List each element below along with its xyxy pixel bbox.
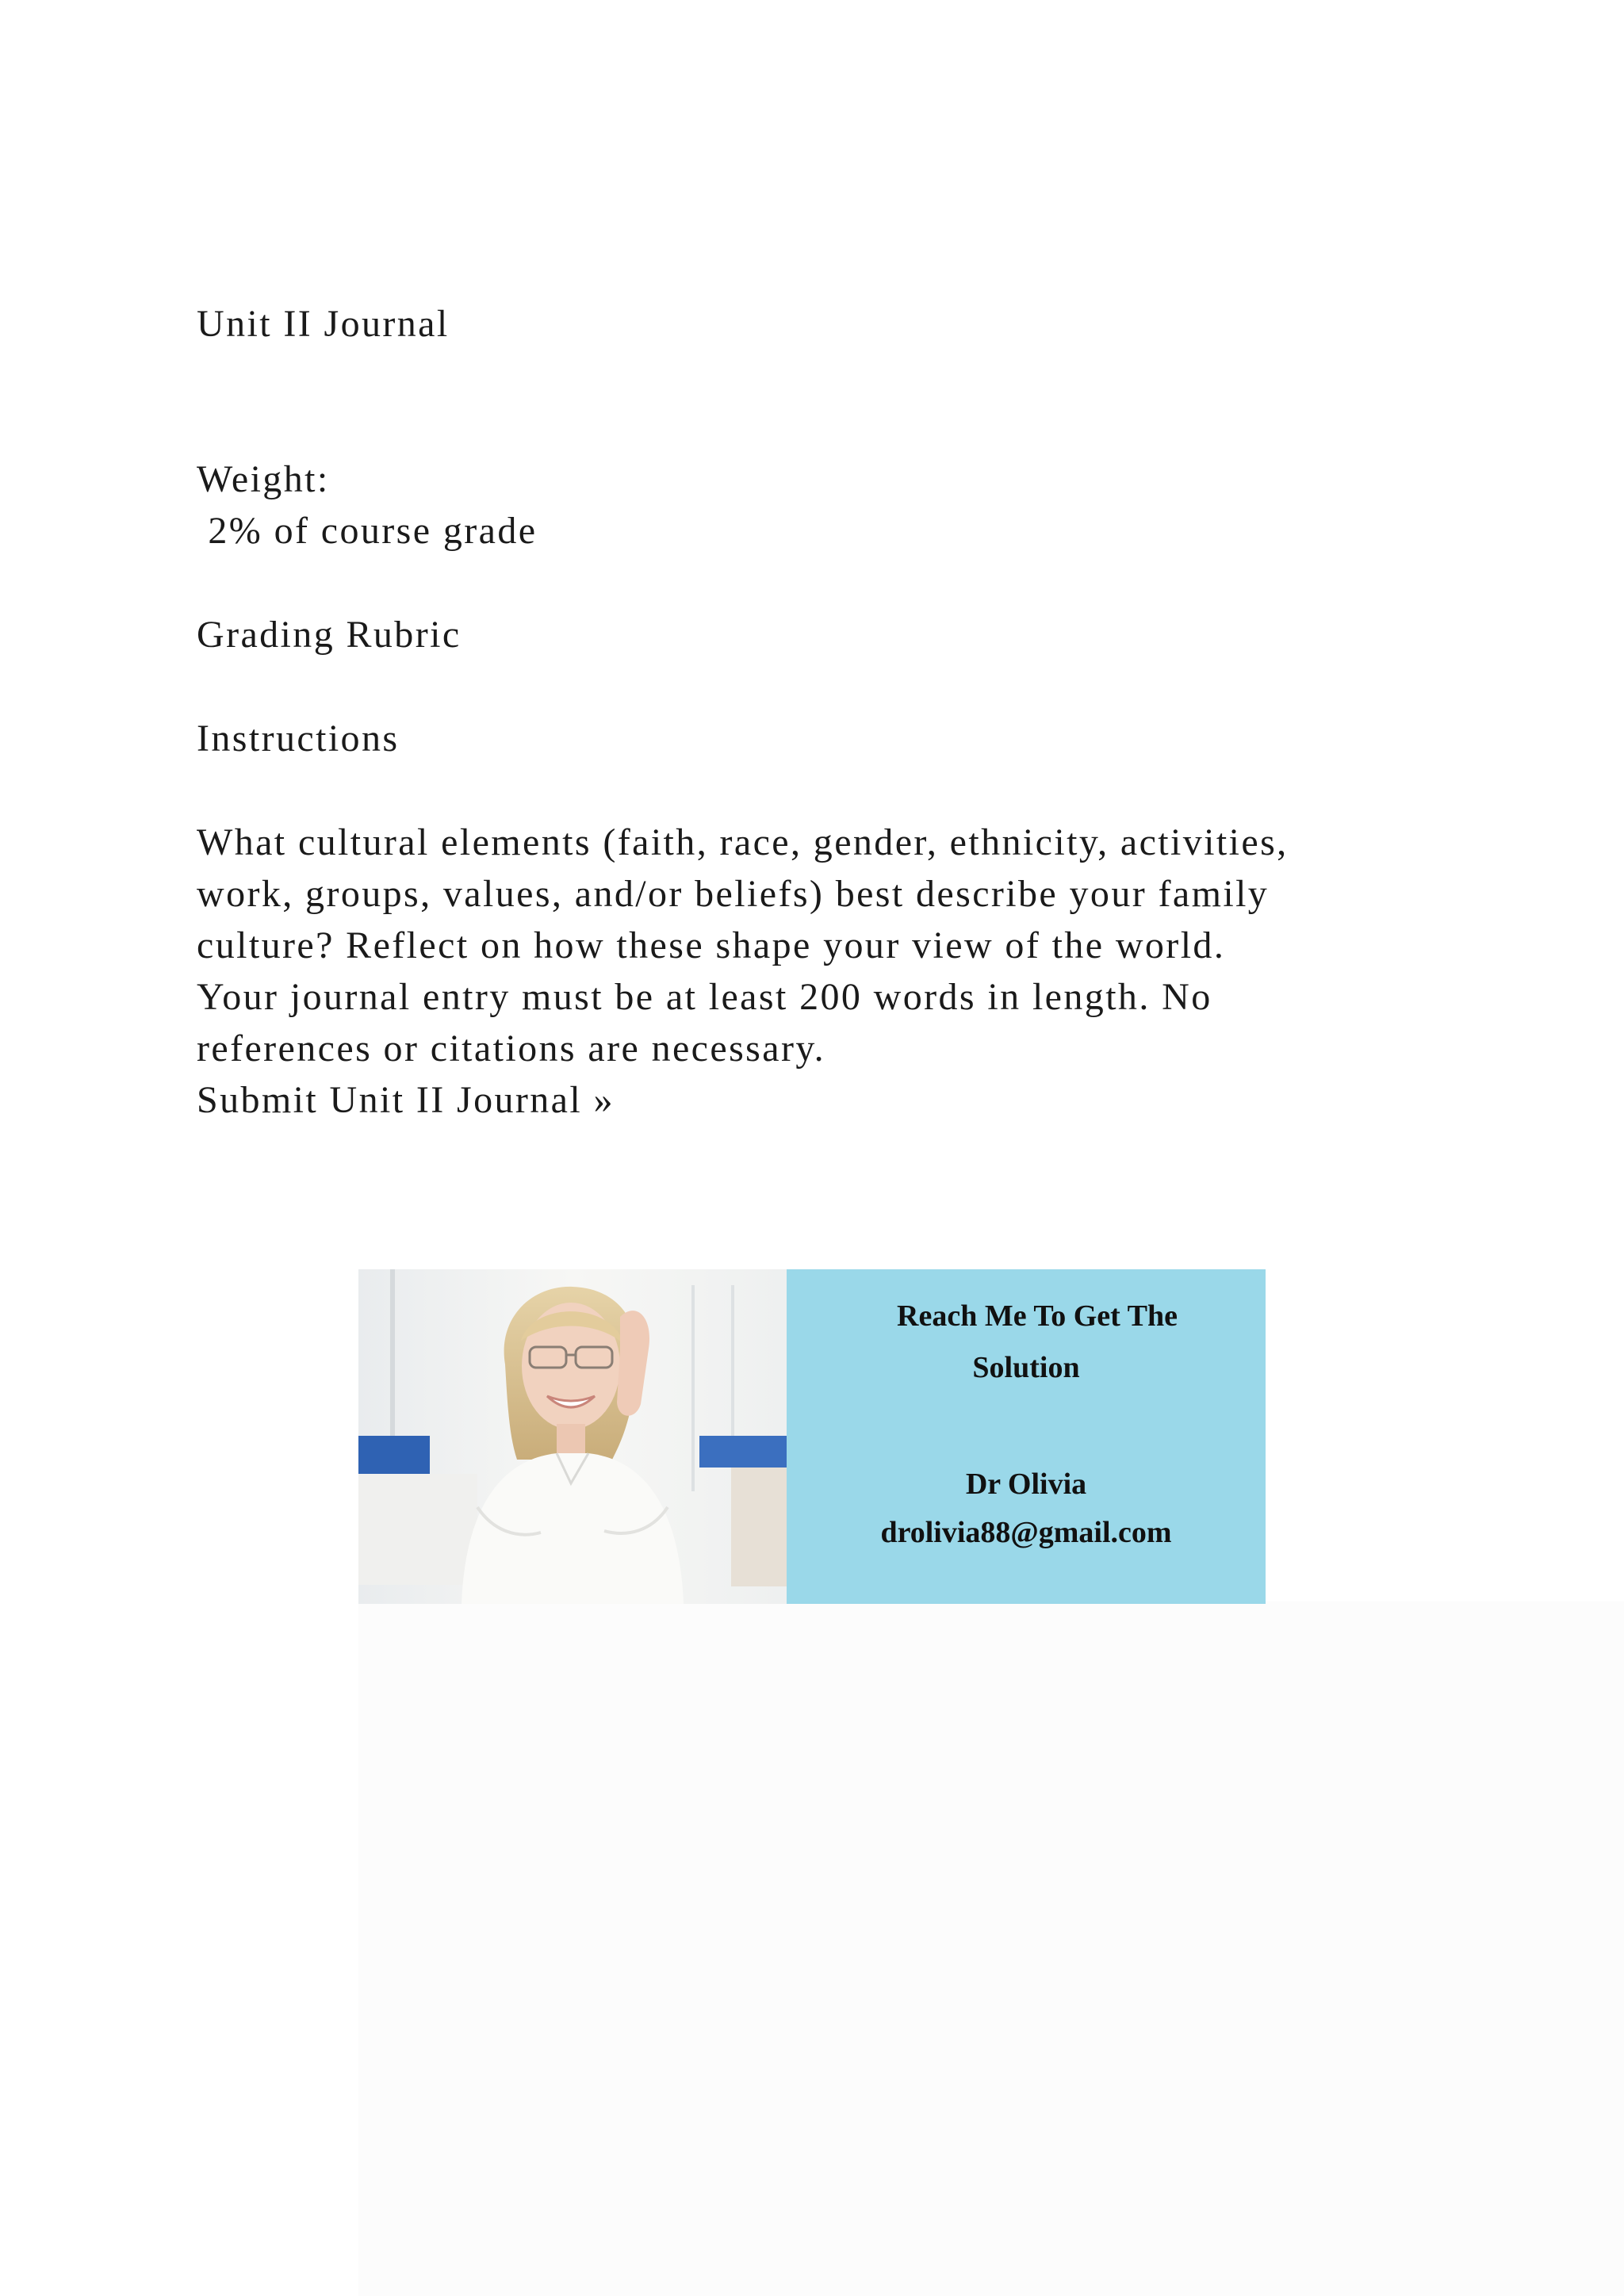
page-title: Unit II Journal	[197, 303, 450, 345]
journal-prompt	[197, 817, 1513, 1074]
tutor-photo	[358, 1269, 787, 1604]
prompt-line: references or citations are necessary.	[197, 1027, 826, 1070]
submit-journal-link[interactable]: Submit Unit II Journal »	[197, 1079, 615, 1121]
contact-banner	[358, 1269, 1266, 1604]
blank-image-area	[358, 1601, 1624, 2296]
banner-heading-2: Solution	[972, 1351, 1080, 1384]
banner-heading: Reach Me To Get The	[897, 1299, 1178, 1333]
prompt-line: culture? Reflect on how these shape your view of the world.	[197, 924, 1226, 966]
contact-panel	[787, 1269, 1266, 1604]
prompt-line: What cultural elements (faith, race, gender, ethnicity, activities,	[197, 821, 1289, 863]
weight-label: Weight:	[197, 458, 330, 500]
woman-portrait-image	[358, 1269, 787, 1604]
instructions-heading: Instructions	[197, 718, 400, 760]
weight-value: 2% of course grade	[197, 510, 538, 552]
contact-email: drolivia88@gmail.com	[880, 1516, 1172, 1549]
grading-rubric-link[interactable]: Grading Rubric	[197, 614, 462, 656]
prompt-line: Your journal entry must be at least 200 words in length. No	[197, 976, 1212, 1018]
contact-name: Dr Olivia	[965, 1468, 1087, 1501]
prompt-line: work, groups, values, and/or beliefs) best describe your family	[197, 873, 1270, 915]
